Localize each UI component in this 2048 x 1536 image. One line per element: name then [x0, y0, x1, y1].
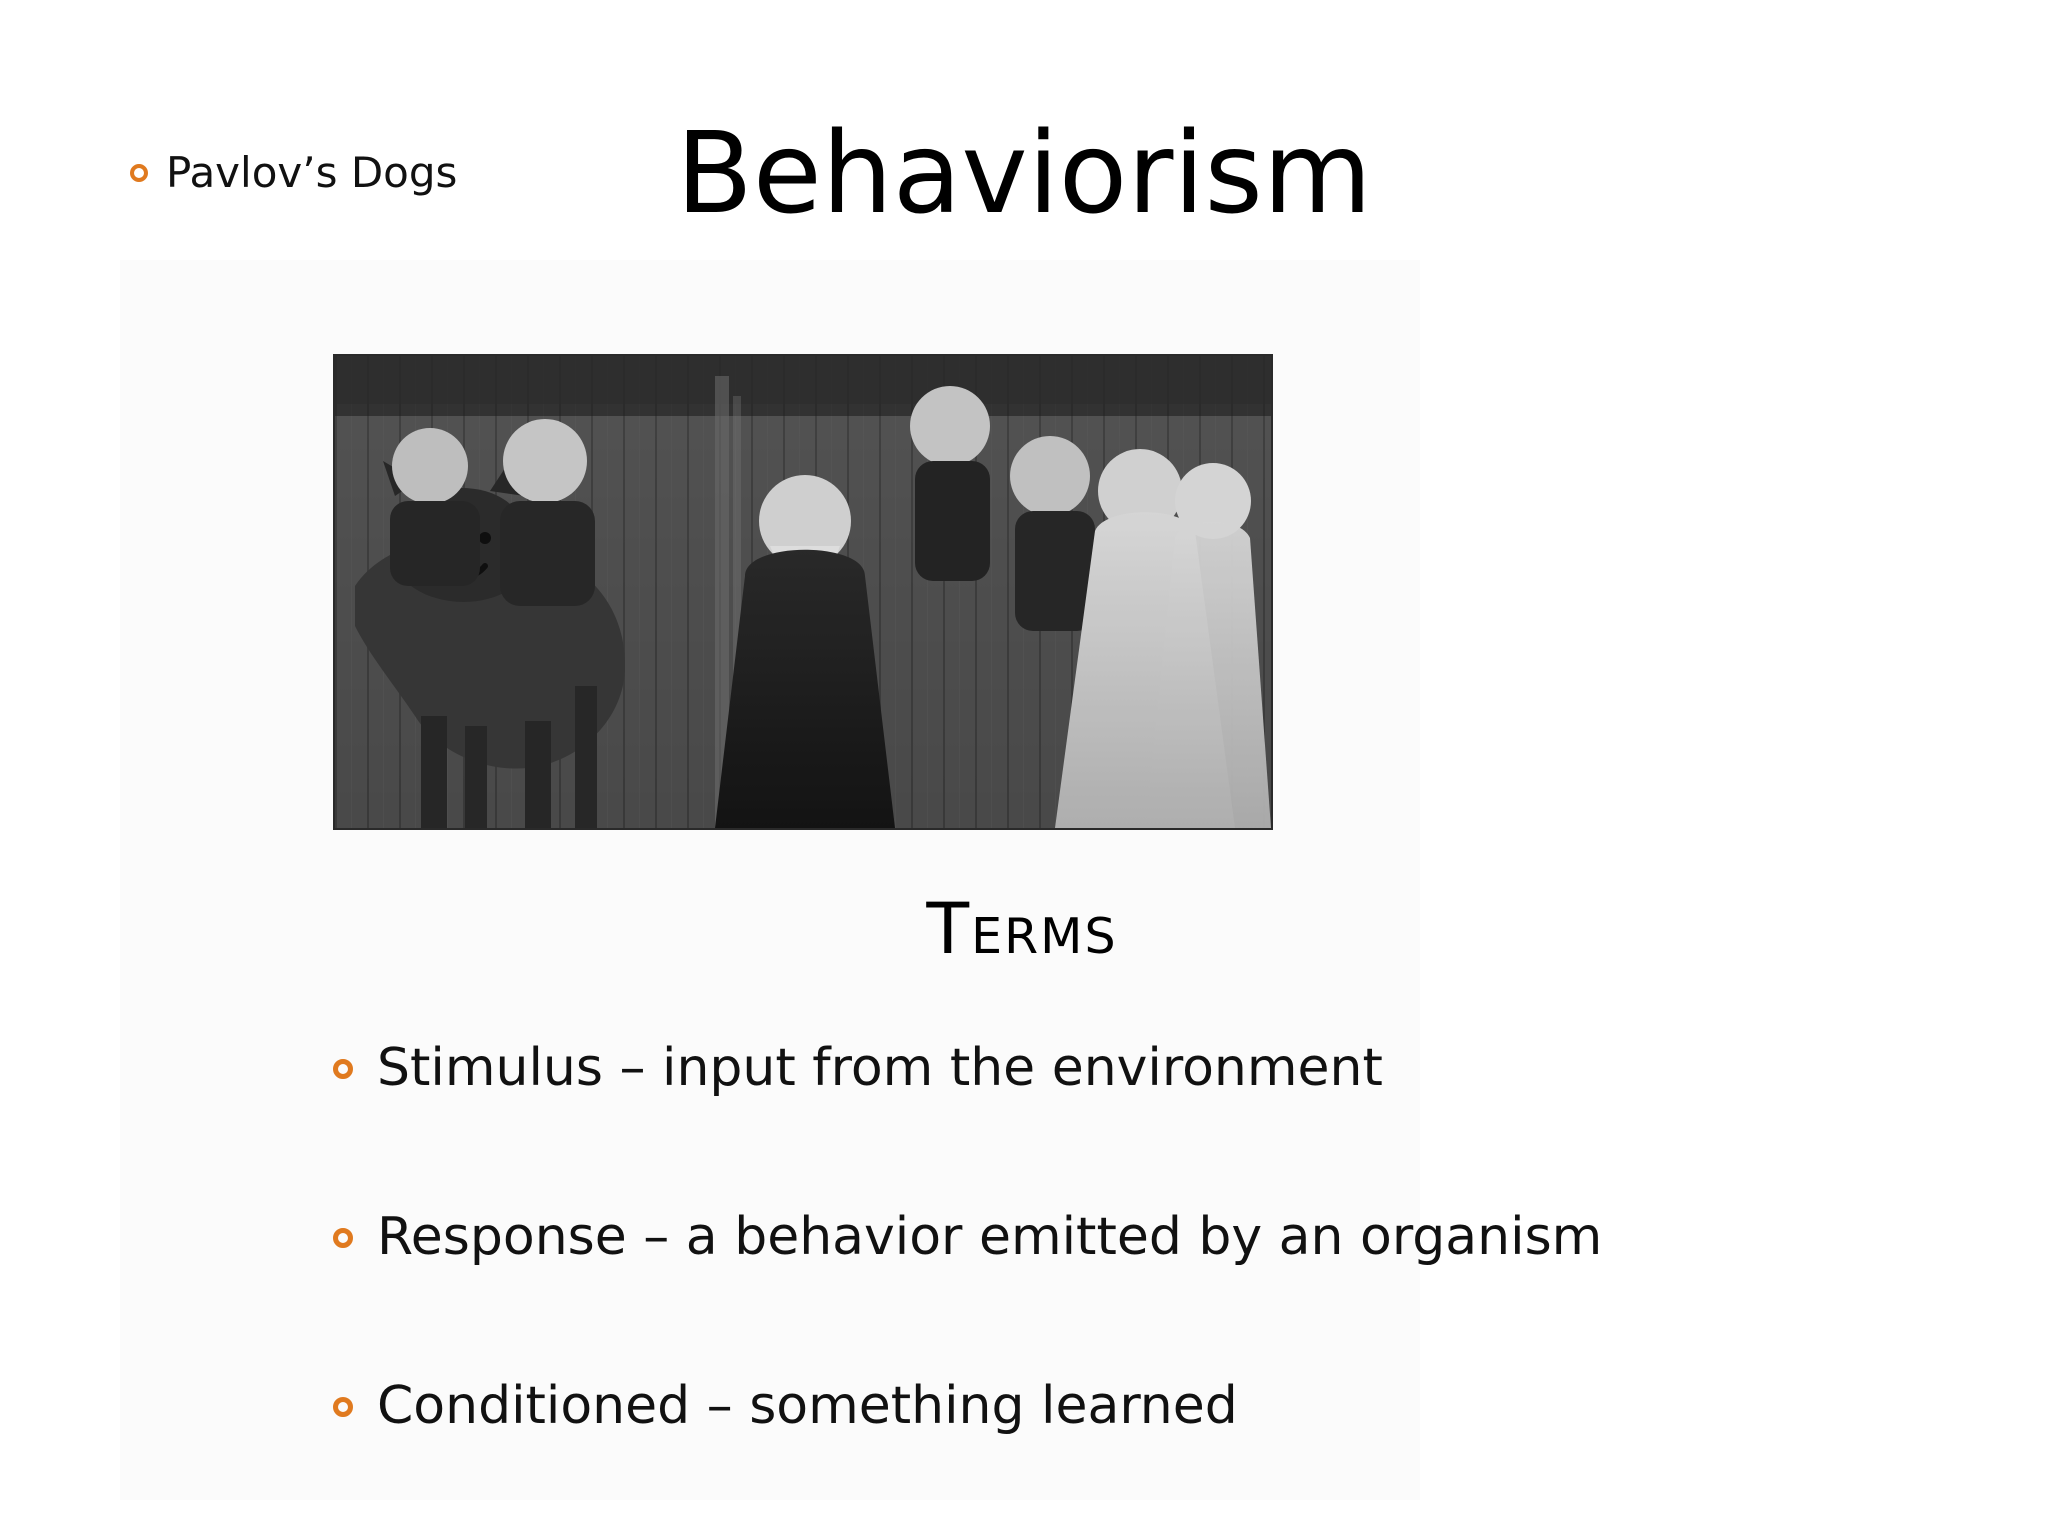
term-text: Stimulus – input from the environment — [377, 1038, 1383, 1098]
term-item-stimulus — [333, 1040, 1833, 1097]
top-note-text: Pavlov’s Dogs — [166, 148, 458, 197]
pavlov-photo-illustration — [335, 356, 1271, 828]
terms-heading: Terms — [926, 888, 1118, 970]
term-text: Conditioned – something learned — [377, 1376, 1238, 1437]
circle-bullet-icon — [333, 1397, 353, 1417]
slide-title: Behaviorism — [676, 109, 1372, 239]
term-text: Response – a behavior emitted by an organism — [377, 1207, 1603, 1268]
photo — [333, 354, 1273, 830]
circle-bullet-icon — [333, 1059, 353, 1079]
terms-list — [333, 1040, 1833, 1436]
circle-bullet-icon — [333, 1228, 353, 1248]
term-item-response — [333, 1209, 1833, 1266]
term-item-conditioned — [333, 1378, 1833, 1435]
